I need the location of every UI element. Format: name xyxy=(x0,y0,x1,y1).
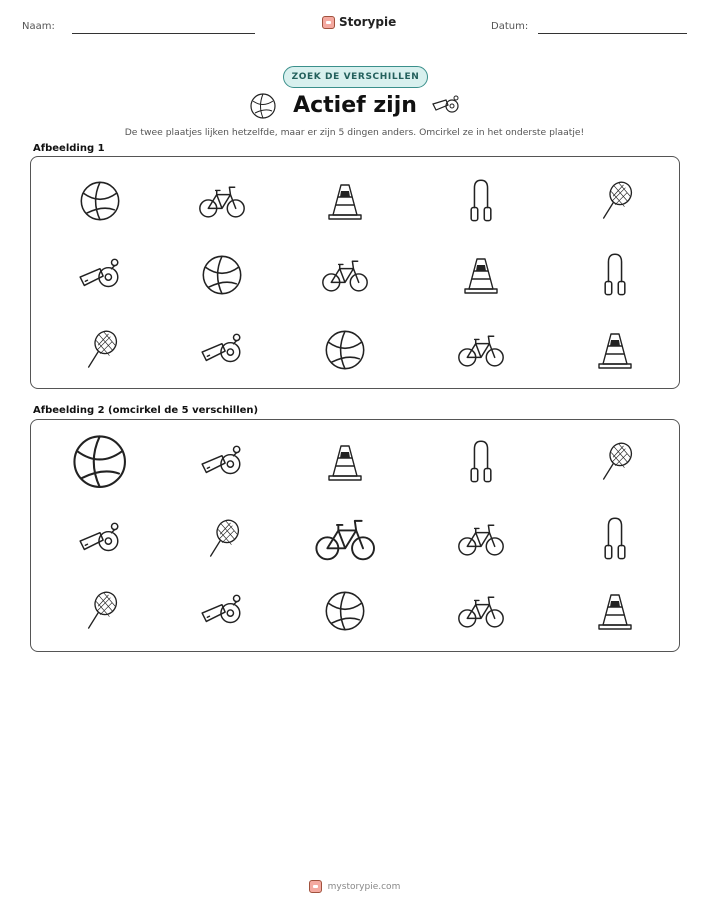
picture2-whistle-icon[interactable] xyxy=(199,443,245,481)
picture1-jump-rope-icon xyxy=(598,251,632,299)
storypie-logo-icon xyxy=(322,16,335,29)
storypie-logo-icon xyxy=(309,880,322,893)
picture1-jump-rope-icon xyxy=(464,177,498,225)
picture2-racket-icon[interactable] xyxy=(81,589,119,633)
date-line[interactable] xyxy=(538,33,687,34)
picture1-ball-icon xyxy=(78,179,122,223)
picture2-jump-rope-icon[interactable] xyxy=(464,438,498,486)
picture2-whistle-icon[interactable] xyxy=(199,592,245,630)
name-label: Naam: xyxy=(22,21,55,32)
picture2-ball-icon[interactable] xyxy=(323,589,367,633)
picture2-bike-icon[interactable] xyxy=(314,514,376,563)
picture2-racket-icon[interactable] xyxy=(203,517,241,561)
picture1-cone-icon xyxy=(597,328,633,372)
picture1-bike-icon xyxy=(321,256,369,294)
picture2-whistle-icon[interactable] xyxy=(77,520,123,558)
picture1-whistle-icon xyxy=(77,256,123,294)
picture2-cone-icon[interactable] xyxy=(597,589,633,633)
picture1-racket-icon xyxy=(596,179,634,223)
date-label: Datum: xyxy=(491,21,529,32)
activity-badge: ZOEK DE VERSCHILLEN xyxy=(283,66,428,88)
picture1-label: Afbeelding 1 xyxy=(33,143,105,154)
picture1-racket-icon xyxy=(81,328,119,372)
picture2-jump-rope-icon[interactable] xyxy=(598,515,632,563)
picture1-bike-icon xyxy=(457,331,505,369)
picture2-bike-icon[interactable] xyxy=(457,592,505,630)
picture2-racket-icon[interactable] xyxy=(596,440,634,484)
footer-site[interactable]: mystorypie.com xyxy=(327,881,401,892)
picture1-cone-icon xyxy=(327,179,363,223)
picture1-ball-icon xyxy=(323,328,367,372)
brand-name: Storypie xyxy=(339,15,397,29)
picture1-whistle-icon xyxy=(199,331,245,369)
picture2-bike-icon[interactable] xyxy=(457,520,505,558)
page-title: Actief zijn xyxy=(293,93,417,118)
name-line[interactable] xyxy=(72,33,255,34)
picture2-label: Afbeelding 2 (omcirkel de 5 verschillen) xyxy=(33,405,259,416)
picture2-cone-icon[interactable] xyxy=(327,440,363,484)
picture1-bike-icon xyxy=(198,182,246,220)
picture2-ball-icon[interactable] xyxy=(70,432,129,491)
brand-logo xyxy=(322,15,396,29)
whistle-icon xyxy=(430,94,462,118)
instructions: De twee plaatjes lijken hetzelfde, maar er zijn 5 dingen anders. Omcirkel ze in het onderste plaatje! xyxy=(124,127,585,138)
footer xyxy=(0,880,709,893)
picture1-cone-icon xyxy=(463,253,499,297)
picture1-ball-icon xyxy=(200,253,244,297)
